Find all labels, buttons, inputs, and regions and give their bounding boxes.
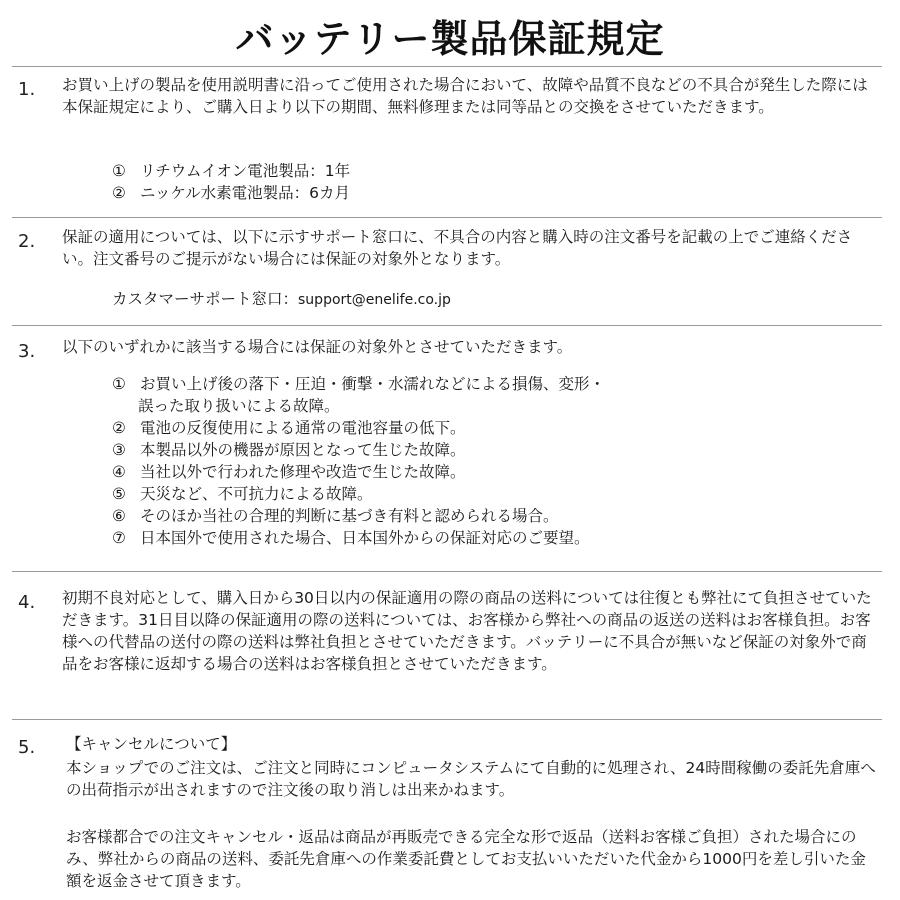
list-marker: ⑤ bbox=[112, 485, 126, 503]
section-3-list bbox=[112, 373, 852, 549]
list-item bbox=[112, 160, 852, 182]
list-item-text: 天災など、不可抗力による故障。 bbox=[140, 485, 373, 503]
section-number: 1. bbox=[18, 79, 36, 100]
list-item bbox=[112, 417, 852, 439]
list-item bbox=[112, 373, 852, 395]
section-1-list bbox=[112, 160, 852, 204]
support-contact-label: カスタマーサポート窓口： bbox=[112, 290, 299, 308]
list-marker: ③ bbox=[112, 441, 126, 459]
page-title: バッテリー製品保証規定 bbox=[235, 17, 665, 61]
list-item bbox=[112, 483, 852, 505]
list-item bbox=[112, 505, 852, 527]
section-number: 3. bbox=[18, 341, 36, 362]
list-marker: ⑦ bbox=[112, 529, 126, 547]
section-4-text: 初期不良対応として、購入日から30日以内の保証適用の際の商品の送料については往復とも弊社にて負担させていただきます。31日目以降の保証適用の際の送料については、お客様から弊社への商品の返送の送料はお客様負担。お客様への代替品の送付の際の送料は弊社負担とさせていただきます。バッテリーに不具合が無いなど保証の対象外で商品をお客様に返却する場合の送料はお客様負担とさせていただきます。 bbox=[62, 589, 872, 673]
list-item-text: リチウムイオン電池製品：1年 bbox=[140, 162, 351, 180]
divider bbox=[12, 571, 882, 572]
section-number: 2. bbox=[18, 231, 36, 252]
list-item-text: 電池の反復使用による通常の電池容量の低下。 bbox=[140, 419, 466, 437]
list-item-text: 本製品以外の機器が原因となって生じた故障。 bbox=[140, 441, 466, 459]
divider bbox=[12, 325, 882, 326]
list-marker: ② bbox=[112, 419, 126, 437]
list-item-text: 日本国外で使用された場合、日本国外からの保証対応のご要望。 bbox=[140, 529, 590, 547]
list-marker: ② bbox=[112, 184, 126, 202]
list-item-text: そのほか当社の合理的判断に基づき有料と認められる場合。 bbox=[140, 507, 559, 525]
section-5-text-2: お客様都合での注文キャンセル・返品は商品が再販売できる完全な形で返品（送料お客様ご負担）された場合にのみ、弊社からの商品の送料、委託先倉庫への作業委託費としてお支払いいただいた代金から1000円を差し引いた金額を返金させて頂きます。 bbox=[66, 828, 866, 890]
list-item-text: ニッケル水素電池製品：6カ月 bbox=[140, 184, 350, 202]
section-3-text: 以下のいずれかに該当する場合には保証の対象外とさせていただきます。 bbox=[62, 338, 573, 356]
list-item bbox=[112, 527, 852, 549]
list-item-text: お買い上げ後の落下・圧迫・衝撃・水濡れなどによる損傷、変形・ bbox=[140, 375, 606, 393]
support-contact bbox=[112, 288, 451, 311]
list-marker: ⑥ bbox=[112, 507, 126, 525]
list-item-continuation: 誤った取り扱いによる故障。 bbox=[138, 397, 340, 415]
section-5-text-1: 本ショップでのご注文は、ご注文と同時にコンピュータシステムにて自動的に処理され、24時間稼働の委託先倉庫への出荷指示が出されますので注文後の取り消しは出来かねます。 bbox=[66, 759, 876, 799]
support-email-link[interactable]: support@enelife.co.jp bbox=[298, 292, 451, 308]
list-item-text: 当社以外で行われた修理や改造で生じた故障。 bbox=[140, 463, 466, 481]
section-1-text: お買い上げの製品を使用説明書に沿ってご使用された場合において、故障や品質不良などの不具合が発生した際には本保証規定により、ご購入日より以下の期間、無料修理または同等品との交換をさせていただきます。 bbox=[62, 76, 868, 116]
section-5-heading: 【キャンセルについて】 bbox=[66, 735, 237, 753]
list-marker: ④ bbox=[112, 463, 126, 481]
list-marker: ① bbox=[112, 162, 126, 180]
list-item bbox=[112, 439, 852, 461]
list-marker: ① bbox=[112, 375, 126, 393]
divider bbox=[12, 66, 882, 67]
section-2-text: 保証の適用については、以下に示すサポート窓口に、不具合の内容と購入時の注文番号を記載の上でご連絡ください。注文番号のご提示がない場合には保証の対象外となります。 bbox=[62, 228, 853, 268]
divider bbox=[12, 719, 882, 720]
list-item bbox=[112, 182, 852, 204]
section-number: 4. bbox=[18, 592, 36, 613]
list-item bbox=[112, 461, 852, 483]
section-number: 5. bbox=[18, 737, 36, 758]
divider bbox=[12, 217, 882, 218]
